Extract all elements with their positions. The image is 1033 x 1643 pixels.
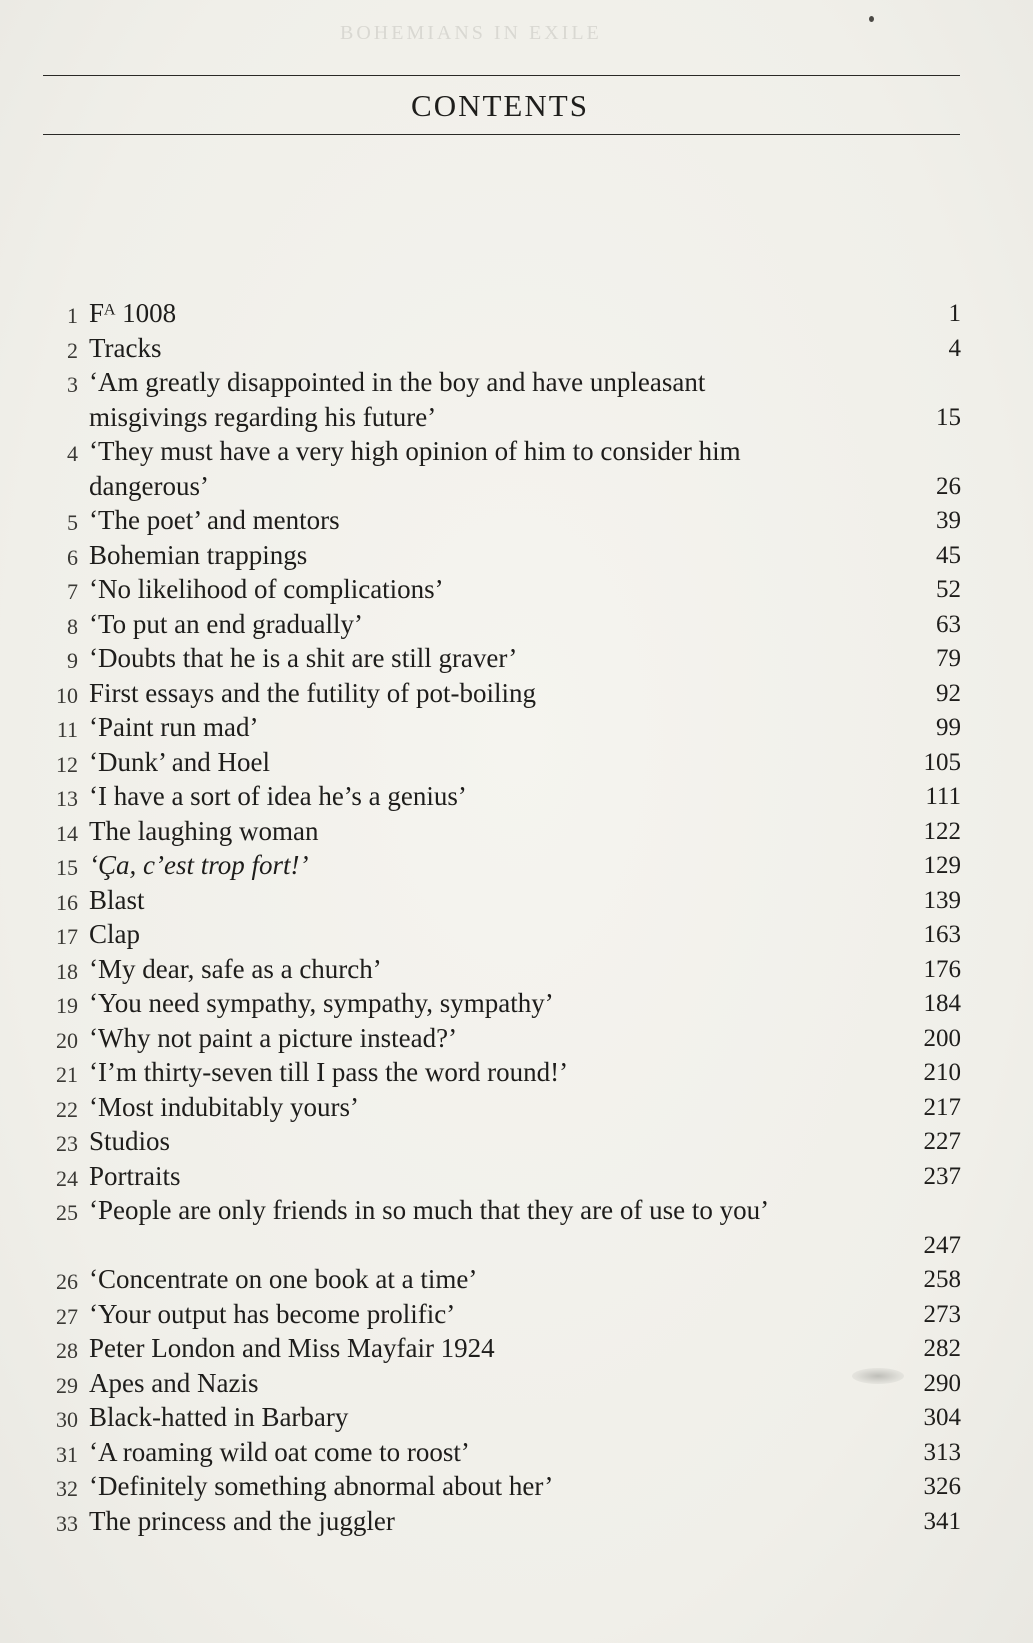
running-head-show-through: BOHEMIANS IN EXILE [340, 22, 602, 44]
chapter-number: 33 [56, 1510, 78, 1536]
chapter-title: ‘Why not paint a picture instead?’ [89, 1022, 458, 1053]
chapter-number: 1 [67, 303, 78, 328]
chapter-number: 15 [56, 855, 78, 880]
page-number: 210 [923, 1059, 961, 1086]
chapter-number: 27 [56, 1303, 78, 1329]
page-number: 1 [948, 300, 961, 327]
chapter-number: 24 [56, 1165, 78, 1191]
chapter-number: 5 [67, 510, 78, 535]
page-number: 217 [923, 1093, 961, 1121]
page-number: 52 [936, 576, 961, 603]
page-number: 15 [936, 403, 961, 431]
chapter-number: 25 [56, 1200, 78, 1225]
chapter-title: ‘My dear, safe as a church’ [89, 953, 382, 984]
chapter-title: Apes and Nazis [89, 1367, 259, 1398]
page-title: CONTENTS [411, 88, 589, 123]
page-number: 313 [923, 1438, 961, 1466]
page-number: 163 [923, 921, 961, 948]
page-number: 273 [923, 1300, 961, 1328]
page-number: 105 [923, 748, 961, 776]
chapter-number: 3 [67, 372, 78, 397]
page-number: 39 [936, 507, 961, 534]
chapter-title: ‘I have a sort of idea he’s a genius’ [89, 781, 467, 811]
chapter-title: ‘A roaming wild oat come to roost’ [89, 1436, 470, 1467]
bottom-rule [43, 134, 960, 135]
chapter-number: 29 [56, 1372, 78, 1398]
page-number: 139 [923, 886, 961, 914]
chapter-number: 22 [56, 1096, 78, 1122]
chapter-number: 2 [67, 337, 78, 363]
chapter-title: The laughing woman [89, 815, 319, 846]
page-number: 326 [923, 1473, 961, 1500]
chapter-number: 14 [56, 820, 78, 846]
chapter-number: 30 [56, 1407, 78, 1432]
page-number: 129 [923, 852, 961, 879]
chapter-number: 6 [67, 544, 78, 570]
page-number: 237 [923, 1162, 961, 1190]
chapter-number: 13 [56, 786, 78, 811]
chapter-title: ‘They must have a very high opinion of him to consider him dangerous’ [89, 436, 741, 501]
chapter-number: 19 [56, 993, 78, 1018]
chapter-number: 21 [56, 1062, 78, 1087]
chapter-number: 28 [56, 1338, 78, 1363]
chapter-number: 32 [56, 1476, 78, 1501]
chapter-title: ‘You need sympathy, sympathy, sympathy’ [89, 988, 554, 1018]
chapter-title: ‘People are only friends in so much that they are of use to you’ [89, 1195, 770, 1225]
chapter-title: Tracks [89, 332, 162, 363]
page-number: 304 [923, 1404, 961, 1431]
chapter-number: 12 [56, 751, 78, 777]
paper-smudge [852, 1368, 904, 1384]
chapter-title: Black-hatted in Barbary [89, 1402, 349, 1432]
chapter-title: ‘To put an end gradually’ [89, 608, 364, 639]
chapter-number: 17 [56, 924, 78, 949]
page-number: 227 [923, 1128, 961, 1155]
chapter-number: 8 [67, 613, 78, 639]
chapter-number: 9 [67, 648, 78, 673]
page-number: 258 [923, 1266, 961, 1293]
chapter-title: ‘I’m thirty-seven till I pass the word round!’ [89, 1057, 569, 1087]
page-number: 247 [923, 1231, 961, 1259]
chapter-number: 16 [56, 889, 78, 915]
page-number: 176 [923, 955, 961, 983]
ink-speck [869, 16, 874, 22]
page-number: 4 [948, 334, 961, 362]
chapter-title: Peter London and Miss Mayfair 1924 [89, 1333, 495, 1363]
page-number: 99 [936, 714, 961, 741]
chapter-title: First essays and the futility of pot-boiling [89, 677, 536, 708]
chapter-number: 31 [56, 1441, 78, 1467]
chapter-number: 4 [67, 441, 78, 466]
chapter-title: Portraits [89, 1160, 181, 1191]
chapter-title: The princess and the juggler [89, 1505, 395, 1536]
chapter-title: ‘The poet’ and mentors [89, 505, 340, 535]
page-number: 122 [923, 817, 961, 845]
page-number: 290 [923, 1369, 961, 1397]
chapter-title: ‘Ça, c’est trop fort!’ [89, 850, 309, 880]
page-number: 184 [923, 990, 961, 1017]
chapter-number: 11 [56, 717, 78, 742]
chapter-number: 20 [56, 1027, 78, 1053]
page-number: 282 [923, 1335, 961, 1362]
chapter-title: Bohemian trappings [89, 539, 308, 570]
chapter-number: 7 [67, 579, 78, 604]
chapter-title: ‘Definitely something abnormal about her’ [89, 1471, 554, 1501]
chapter-number: 10 [56, 682, 78, 708]
chapter-title: ‘Am greatly disappointed in the boy and have unpleasant misgivings regarding his future’ [89, 367, 706, 432]
chapter-title: Fᴬ 1008 [89, 298, 177, 328]
page-number: 200 [923, 1024, 961, 1052]
top-rule [43, 75, 960, 76]
chapter-title: ‘Dunk’ and Hoel [89, 746, 270, 777]
chapter-number: 26 [56, 1269, 78, 1294]
chapter-title: Clap [89, 919, 140, 949]
chapter-number: 23 [56, 1131, 78, 1156]
chapter-title: ‘Paint run mad’ [89, 712, 259, 742]
page-number: 63 [936, 610, 961, 638]
chapter-number: 18 [56, 958, 78, 984]
page-number: 111 [925, 783, 961, 810]
chapter-title: ‘No likelihood of complications’ [89, 574, 444, 604]
page-number: 79 [936, 645, 961, 672]
page-number: 92 [936, 679, 961, 707]
chapter-title: ‘Your output has become prolific’ [89, 1298, 456, 1329]
chapter-title: ‘Doubts that he is a shit are still graver’ [89, 643, 518, 673]
page-number: 341 [923, 1507, 961, 1535]
chapter-title: Blast [89, 884, 145, 915]
chapter-title: Studios [89, 1126, 171, 1156]
chapter-title: ‘Concentrate on one book at a time’ [89, 1264, 478, 1294]
chapter-title: ‘Most indubitably yours’ [89, 1091, 359, 1122]
page-number: 45 [936, 541, 961, 569]
page-number: 26 [936, 472, 961, 500]
